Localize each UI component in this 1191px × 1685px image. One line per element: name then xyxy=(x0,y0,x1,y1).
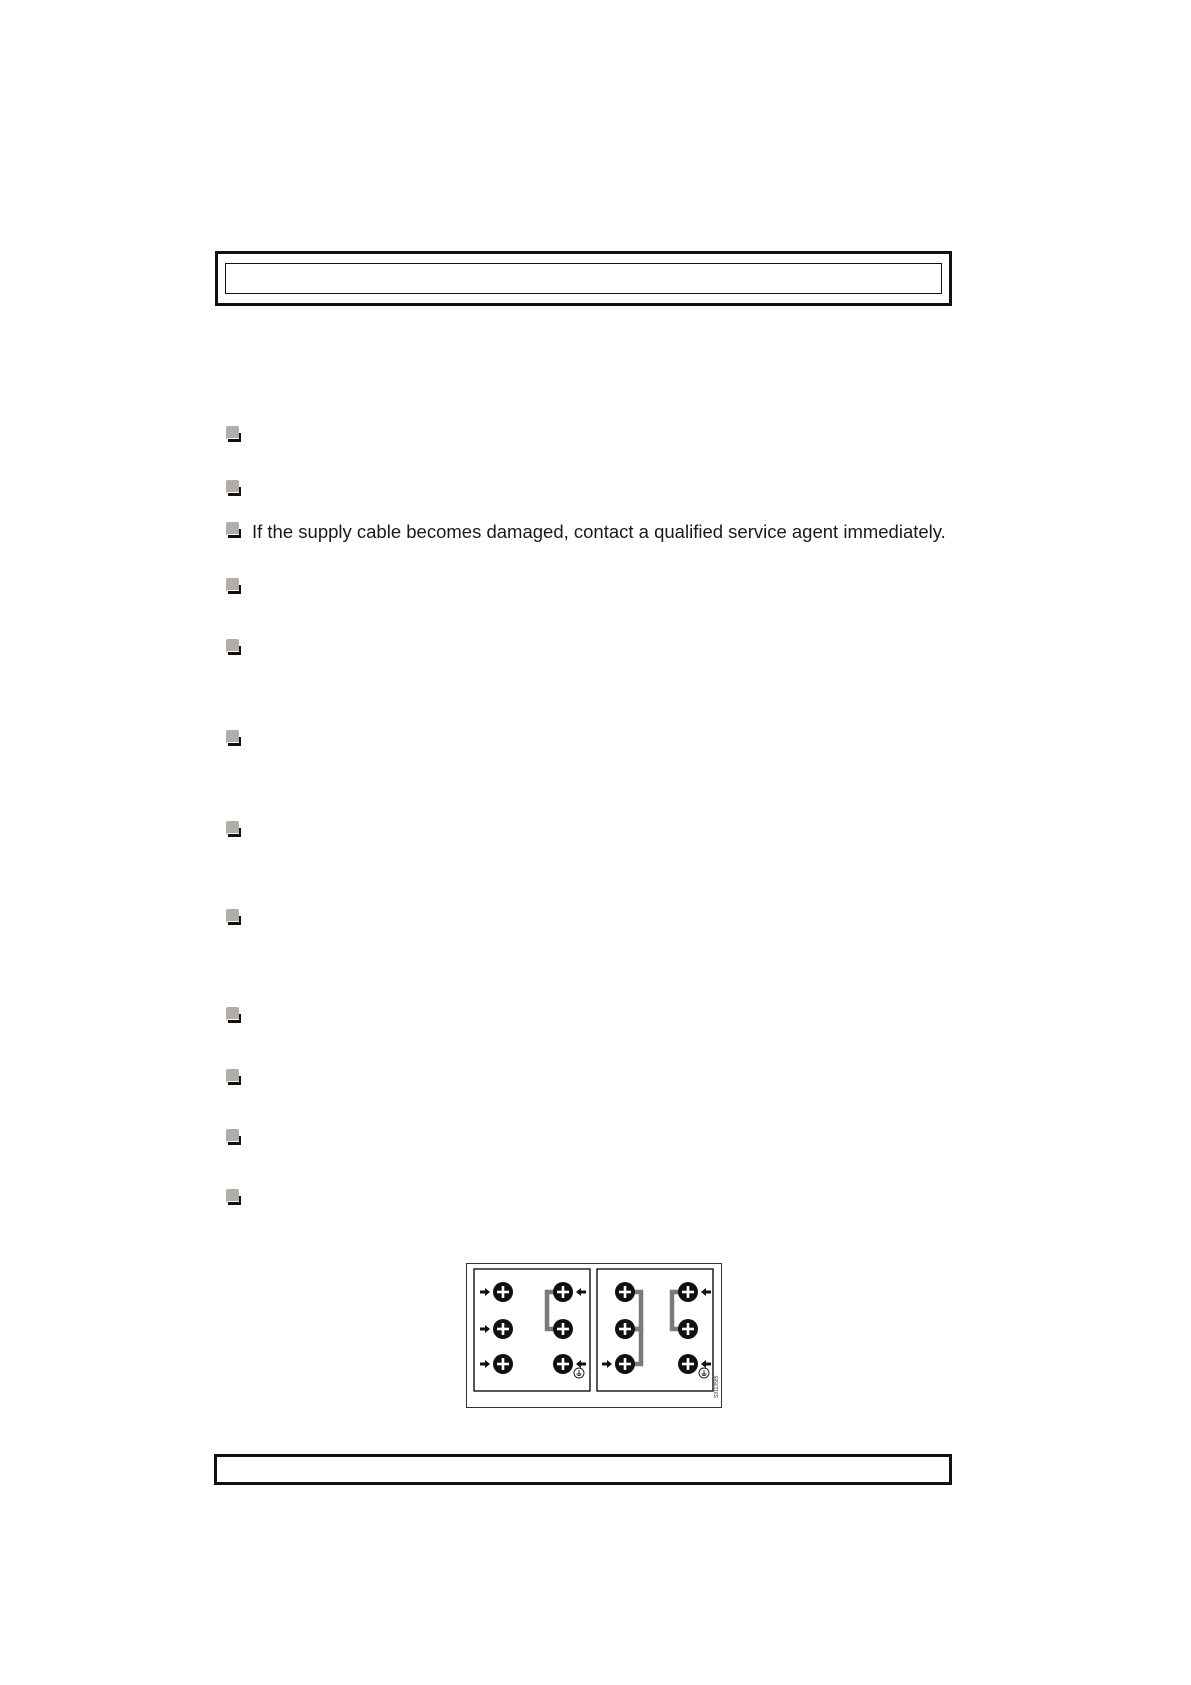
bullet-icon xyxy=(225,479,243,497)
terminal-block-diagram xyxy=(466,1263,722,1408)
bullet-icon xyxy=(225,577,243,595)
bullet-icon xyxy=(225,908,243,926)
title-inner-border xyxy=(225,263,942,294)
title-frame xyxy=(215,251,952,306)
terminal-diagram-svg xyxy=(467,1264,721,1407)
bullet-icon xyxy=(225,1068,243,1086)
bullet-icon xyxy=(225,820,243,838)
bullet-icon xyxy=(225,521,243,539)
bullet-icon xyxy=(225,425,243,443)
bullet-icon xyxy=(225,1128,243,1146)
bullet-icon xyxy=(225,729,243,747)
bullet-icon xyxy=(225,1188,243,1206)
bullet-text: If the supply cable becomes damaged, contact a qualified service agent immediately. xyxy=(252,521,946,542)
bullet-icon xyxy=(225,638,243,656)
left-terminal-panel xyxy=(474,1269,590,1391)
footer-frame xyxy=(214,1454,952,1485)
right-terminal-panel xyxy=(597,1269,713,1391)
figure-code: S3113585 xyxy=(714,1375,720,1398)
bullet-icon xyxy=(225,1006,243,1024)
